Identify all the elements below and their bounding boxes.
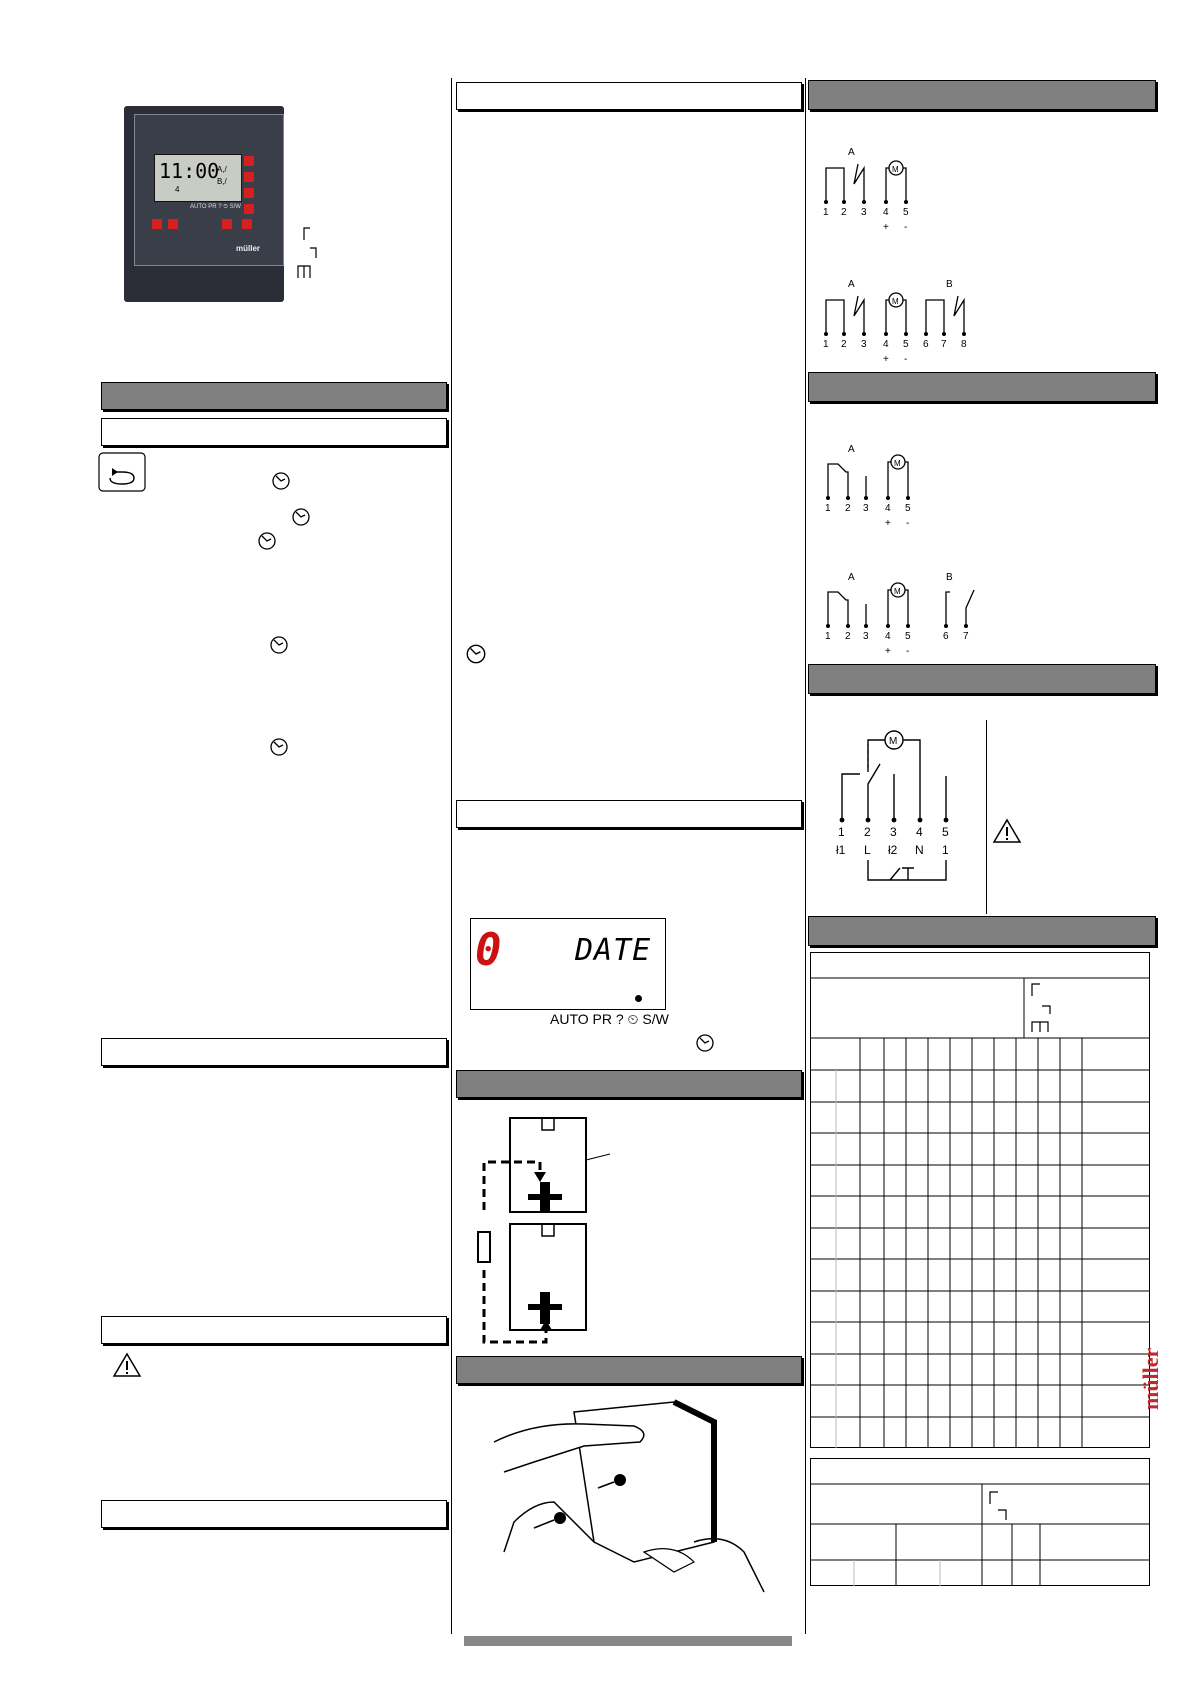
motor-label: M	[894, 459, 901, 468]
terminal-sub-5: 1	[942, 843, 949, 857]
channel-a-label: A	[848, 279, 855, 290]
channel-b-label: B	[946, 572, 953, 583]
clock-icon	[268, 736, 290, 758]
device-channel-b: B,/	[217, 177, 227, 186]
wiring-diagram-2	[812, 272, 992, 372]
motor-label: M	[889, 736, 898, 747]
channel-a-label: A	[848, 444, 855, 455]
channel-a-label: A	[848, 572, 855, 583]
terminal-5: 5	[903, 339, 909, 350]
terminal-1: 1	[825, 503, 831, 514]
terminal-3: 3	[861, 339, 867, 350]
terminal-7: 7	[941, 339, 947, 350]
lcd-word: DATE	[575, 933, 652, 968]
device-brand: müller	[236, 244, 261, 253]
polarity-plus: +	[885, 518, 891, 529]
right-section-header-4	[808, 916, 1156, 946]
terminal-5: 5	[905, 631, 911, 642]
terminal-2: 2	[841, 339, 847, 350]
summary-table	[810, 1458, 1150, 1586]
terminal-5: 5	[903, 207, 909, 218]
right-section-header-1	[808, 80, 1156, 110]
terminal-5: 5	[905, 503, 911, 514]
polarity-minus: -	[904, 222, 908, 233]
device-button-3[interactable]	[244, 188, 254, 198]
terminal-3: 3	[863, 503, 869, 514]
right-section-header-2	[808, 372, 1156, 402]
device-button-1[interactable]	[244, 156, 254, 166]
terminal-5: 5	[942, 825, 949, 839]
device-channel-a: A,/	[217, 165, 227, 174]
pulse-symbols-left	[296, 220, 336, 280]
terminal-4: 4	[916, 825, 923, 839]
polarity-plus: +	[883, 354, 889, 365]
terminal-6: 6	[943, 631, 949, 642]
terminal-4: 4	[883, 207, 889, 218]
terminal-2: 2	[845, 503, 851, 514]
terminal-2: 2	[864, 825, 871, 839]
polarity-minus: -	[904, 354, 908, 365]
terminal-2: 2	[841, 207, 847, 218]
clock-icon	[464, 642, 488, 666]
motor-label: M	[892, 165, 899, 174]
left-section-subheader-4	[101, 1500, 447, 1528]
device-day: 4	[175, 185, 180, 194]
clock-icon	[270, 470, 292, 492]
terminal-4: 4	[883, 339, 889, 350]
terminal-1: 1	[838, 825, 845, 839]
wiring-diagram-1	[812, 140, 922, 240]
terminal-sub-2: L	[864, 843, 871, 857]
lcd-digit: 0	[475, 925, 502, 976]
motor-label: M	[892, 297, 899, 306]
device-button-a[interactable]	[152, 219, 162, 229]
left-section-subheader-3	[101, 1316, 447, 1344]
lcd-dot	[635, 995, 642, 1002]
mounting-diagram	[470, 1110, 620, 1350]
terminal-sub-4: N	[915, 843, 924, 857]
polarity-plus: +	[883, 222, 889, 233]
left-section-subheader-2	[101, 1038, 447, 1066]
terminal-sub-1: ł1	[836, 843, 846, 857]
left-section-header-1	[101, 382, 447, 410]
wiring-diagram-5	[822, 724, 962, 894]
terminal-1: 1	[825, 631, 831, 642]
terminal-3: 3	[861, 207, 867, 218]
middle-section-header-2	[456, 800, 802, 828]
cover-removal-illustration	[494, 1392, 774, 1610]
polarity-plus: +	[885, 646, 891, 657]
bottom-bar	[464, 1636, 792, 1646]
diagram-divider	[986, 720, 987, 914]
middle-section-header-1	[456, 82, 802, 110]
channel-b-label: B	[946, 279, 953, 290]
terminal-3: 3	[890, 825, 897, 839]
device-button-4[interactable]	[244, 204, 254, 214]
wiring-diagram-3	[814, 440, 924, 540]
terminal-2: 2	[845, 631, 851, 642]
left-section-subheader-1	[101, 418, 447, 446]
column-divider-2	[805, 78, 806, 1634]
terminal-1: 1	[823, 207, 829, 218]
device-photo	[124, 106, 290, 306]
terminal-6: 6	[923, 339, 929, 350]
terminal-8: 8	[961, 339, 967, 350]
device-time: 11:00	[159, 159, 220, 183]
terminal-4: 4	[885, 631, 891, 642]
warning-icon	[112, 1352, 142, 1378]
device-button-2[interactable]	[244, 172, 254, 182]
terminal-7: 7	[963, 631, 969, 642]
device-mode-line: AUTO PR ? ⏲ S/W	[190, 204, 241, 210]
clock-icon	[290, 506, 312, 528]
channel-a-label: A	[848, 147, 855, 158]
motor-label: M	[894, 587, 901, 596]
right-section-header-3	[808, 664, 1156, 694]
lcd-example	[470, 918, 666, 1010]
brand-logo	[1138, 1348, 1164, 1410]
middle-section-header-4	[456, 1356, 802, 1384]
device-lcd	[154, 154, 242, 202]
device-button-b[interactable]	[168, 219, 178, 229]
wiring-diagram-4	[814, 568, 994, 668]
brand-logo-text: müller	[1138, 1347, 1163, 1410]
clock-icon	[256, 530, 278, 552]
menu-key-icon	[98, 452, 148, 492]
polarity-minus: -	[906, 518, 910, 529]
warning-icon	[992, 818, 1022, 844]
terminal-3: 3	[863, 631, 869, 642]
terminal-sub-3: ł2	[888, 843, 898, 857]
device-button-6[interactable]	[242, 219, 252, 229]
clock-icon	[268, 634, 290, 656]
terminal-1: 1	[823, 339, 829, 350]
lcd-status-line: AUTO PR ? ⏲ S/W	[550, 1011, 669, 1027]
column-divider-1	[451, 78, 452, 1634]
terminal-4: 4	[885, 503, 891, 514]
programming-grid-table	[810, 952, 1150, 1448]
clock-icon	[694, 1032, 716, 1054]
device-button-5[interactable]	[222, 219, 232, 229]
polarity-minus: -	[906, 646, 910, 657]
middle-section-header-3	[456, 1070, 802, 1098]
